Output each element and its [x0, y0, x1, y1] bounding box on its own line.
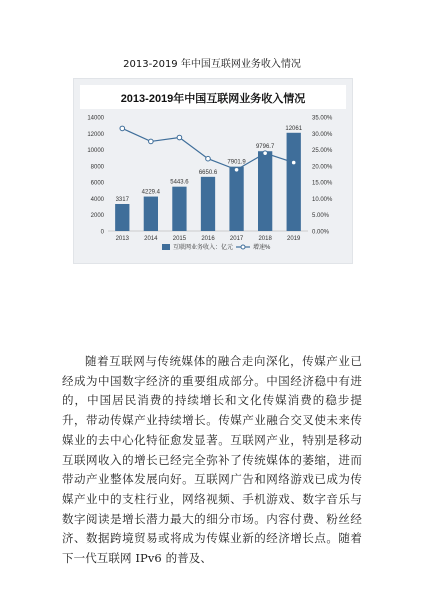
y-left-tick-label: 14000 — [87, 115, 104, 122]
bar-2014 — [144, 197, 158, 231]
x-tick-label: 2016 — [201, 236, 215, 242]
x-tick-label: 2015 — [172, 236, 187, 242]
y-right-tick-label: 25.00% — [312, 148, 333, 155]
y-left-tick-label: 2000 — [90, 213, 104, 220]
x-tick-label: 2018 — [258, 236, 272, 242]
bar-label-2018: 9796.7 — [255, 144, 275, 151]
bar-2017 — [229, 167, 243, 231]
y-right-tick-label: 30.00% — [312, 131, 333, 138]
growth-point-2014 — [149, 139, 154, 144]
y-right-tick-label: 5.00% — [312, 213, 330, 220]
bar-label-2019: 12061 — [285, 125, 303, 132]
y-left-tick-label: 4000 — [90, 196, 104, 203]
bar-label-2013: 3317 — [115, 196, 129, 203]
y-right-tick-label: 0.00% — [312, 229, 330, 236]
bar-2016 — [201, 177, 215, 231]
x-tick-label: 2014 — [144, 236, 158, 242]
legend-line-marker — [241, 245, 245, 249]
growth-point-2018 — [263, 151, 268, 156]
y-right-tick-label: 20.00% — [312, 164, 333, 171]
legend-bar-label: 互联网业务收入：亿元 — [173, 245, 234, 251]
x-tick-label: 2017 — [229, 236, 244, 242]
y-left-tick-label: 0 — [100, 229, 104, 236]
y-left-tick-label: 8000 — [90, 164, 104, 171]
y-left-tick-label: 6000 — [90, 180, 104, 187]
legend-bar-swatch — [162, 244, 170, 250]
growth-point-2017 — [234, 167, 239, 172]
y-left-tick-label: 10000 — [87, 148, 104, 155]
y-left-tick-label: 12000 — [87, 131, 104, 138]
legend-line-label: 增速% — [253, 245, 271, 251]
bar-2019 — [287, 133, 301, 231]
growth-point-2019 — [291, 160, 296, 165]
y-right-tick-label: 10.00% — [312, 196, 333, 203]
x-tick-label: 2019 — [287, 236, 301, 242]
bar-label-2015: 5443.6 — [170, 179, 189, 186]
revenue-chart-svg — [74, 79, 352, 263]
growth-point-2016 — [206, 156, 211, 161]
y-right-tick-label: 35.00% — [312, 115, 333, 122]
chart-title: 2013-2019年中国互联网业务收入情况 — [120, 93, 306, 105]
bar-label-2014: 4229.4 — [141, 189, 161, 196]
revenue-chart — [73, 78, 353, 264]
bar-2013 — [115, 204, 129, 231]
bar-2015 — [172, 187, 186, 231]
body-paragraph: 随着互联网与传统媒体的融合走向深化，传媒产业已经成为中国数字经济的重要组成部分。中国经济稳中有进的，中国居民消费的持续增长和文化传媒消费的稳步提升，带动传媒产业持续增长。传媒产业融合交叉使未来传媒业的去中心化特征愈发显著。互联网产业，特别是移动互联网收入的增长已经完全弥补了传统媒体的萎缩，进而带动产业整体发展向好。互联网广告和网络游戏已成为传媒产业中的支柱行业，网络视频、手机游戏、数字音乐与数字阅读是增长潜力最大的细分市场。内容付费、粉丝经济、数据跨境贸易或将成为传媒业新的经济增长点。随着下一代互联网 IPv6 的普及、 — [62, 354, 362, 566]
document-title: 2013-2019 年中国互联网业务收入情况 — [123, 59, 301, 70]
growth-point-2015 — [177, 135, 182, 140]
bar-label-2016: 6650.6 — [198, 169, 218, 176]
y-right-tick-label: 15.00% — [312, 180, 333, 187]
x-tick-label: 2013 — [115, 236, 129, 242]
bar-label-2017: 7901.9 — [227, 159, 246, 166]
growth-point-2013 — [120, 126, 125, 131]
bar-2018 — [258, 151, 272, 231]
